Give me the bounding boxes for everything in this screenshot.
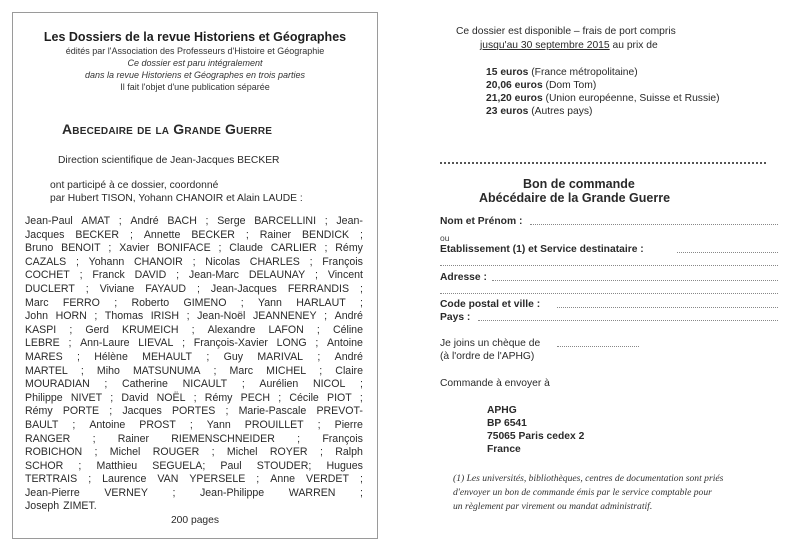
contributors-list — [25, 215, 363, 514]
country-field-label: Pays : — [440, 312, 471, 323]
contributor-line: RANGER ; Rainer RIEMENSCHNEIDER ; François — [25, 432, 363, 445]
price-zone: (France métropolitaine) — [528, 67, 638, 78]
price-item — [486, 93, 720, 104]
footnote-line: d'envoyer un bon de commande émis par le service comptable pour — [453, 487, 712, 498]
footnote-line: un règlement par virement ou mandat administratif. — [453, 501, 653, 512]
contributor-line: KASPI ; Gerd KRUMEICH ; Alexandre LAFON ; Céline — [25, 323, 363, 336]
name-field-label: Nom et Prénom : — [440, 216, 523, 227]
cut-line-divider — [440, 162, 766, 164]
price-item — [486, 106, 592, 117]
availability-line-1: Ce dossier est disponible – frais de port compris — [456, 26, 676, 37]
contributor-line: John HORN ; Thomas IRISH ; Jean-Noël JEANNENEY ; André — [25, 310, 363, 323]
contributor-line: TERTRAIS ; Laurence VAN YPERSELE ; Anne VERDET ; — [25, 473, 363, 486]
note-line-1: Ce dossier est paru intégralement — [127, 58, 263, 68]
contributor-line: ROBICHON ; Michel ROUGER ; Michel ROYER ; Ralph — [25, 446, 363, 459]
address-line: BP 6541 — [487, 418, 527, 429]
contributor-line: BAULT ; Antoine PROST ; Yann PROUILLET ; Pierre — [25, 418, 363, 431]
contributor-line: Bruno BENOIT ; Xavier BONIFACE ; Claude CARLIER ; Rémy — [25, 242, 363, 255]
note-line-2: dans la revue Historiens et Géographes en trois parties — [84, 70, 306, 80]
contributors-intro-2: par Hubert TISON, Yohann CHANOIR et Alain LAUDE : — [50, 193, 303, 204]
contributor-line: Jacques BECKER ; Annette BECKER ; Rainer BENDICK ; — [25, 228, 363, 241]
institution-field-extra-line[interactable] — [440, 265, 778, 266]
institution-field-label: Etablissement (1) et Service destinataire : — [440, 244, 644, 255]
address-field-extra-line[interactable] — [440, 293, 778, 294]
institution-field[interactable] — [677, 252, 778, 253]
order-form-subtitle: Abécédaire de la Grande Guerre — [479, 191, 671, 205]
contributor-line: DUCLERT ; Viviane FAYAUD ; Jean-Jacques FERRANDIS ; — [25, 282, 363, 295]
address-line: 75065 Paris cedex 2 — [487, 431, 585, 442]
availability-date: jusqu'au 30 septembre 2015 — [480, 40, 610, 51]
price-item — [486, 67, 638, 78]
contributor-line: Marc FERRO ; Roberto GIMENO ; Yann HARLAUT ; — [25, 296, 363, 309]
note-line-3: Il fait l'objet d'une publication séparée — [120, 82, 270, 92]
order-form-title: Bon de commande — [523, 177, 635, 191]
price-zone: (Autres pays) — [528, 106, 593, 117]
document-title: Abecedaire de la Grande Guerre — [62, 121, 273, 137]
contributor-line: COCHET ; Franck DAVID ; Jean-Marc DELAUNAY ; Vincent — [25, 269, 363, 282]
contributor-line: Jean-Pierre VERNEY ; Jean-Philippe WARREN ; — [25, 486, 363, 499]
cheque-amount-field[interactable] — [557, 346, 639, 347]
or-label: ou — [440, 233, 450, 243]
contributor-line: SCHOR ; Matthieu SEGUELA; Paul STOUDER; Hugues — [25, 459, 363, 472]
contributor-line: Rémy PORTE ; Jacques PORTES ; Marie-Pascale PREVOT- — [25, 405, 363, 418]
address-line: APHG — [487, 405, 517, 416]
contributor-line: MARTEL ; Miho MATSUNUMA ; Marc MICHEL ; Claire — [25, 364, 363, 377]
address-field-label: Adresse : — [440, 272, 487, 283]
price-item — [486, 80, 596, 91]
contributor-line: CAZALS ; Yohann CHANOIR ; Nicolas CHARLES ; François — [25, 255, 363, 268]
address-field[interactable] — [492, 280, 778, 281]
contributor-line: Joseph ZIMET. — [25, 500, 97, 513]
contributor-line: Jean-Paul AMAT ; André BACH ; Serge BARCELLINI ; Jean- — [25, 215, 363, 227]
page-count: 200 pages — [170, 515, 220, 526]
direction-line: Direction scientifique de Jean-Jacques BECKER — [58, 155, 280, 166]
series-header: Les Dossiers de la revue Historiens et Géographes — [43, 30, 347, 44]
publisher-line: édités par l'Association des Professeurs d'Histoire et Géographie — [65, 46, 325, 56]
postal-field-label: Code postal et ville : — [440, 299, 541, 310]
price-amount: 21,20 euros — [486, 93, 543, 104]
cheque-payee: (à l'ordre de l'APHG) — [440, 351, 535, 362]
price-amount: 20,06 euros — [486, 80, 543, 91]
cheque-line: Je joins un chèque de — [440, 338, 541, 349]
price-amount: 15 euros — [486, 67, 529, 78]
postal-city-field[interactable] — [557, 307, 778, 308]
contributors-intro-1: ont participé à ce dossier, coordonné — [50, 180, 219, 191]
contributor-line: Philippe NIVET ; David NOËL ; Rémy PECH ; Cécile PIOT ; — [25, 391, 363, 404]
price-amount: 23 euros — [486, 106, 529, 117]
price-zone: (Dom Tom) — [542, 80, 597, 91]
availability-price-intro: au prix de — [609, 40, 658, 51]
price-zone: (Union européenne, Suisse et Russie) — [542, 93, 720, 104]
send-to-label: Commande à envoyer à — [440, 378, 550, 389]
name-field[interactable] — [530, 224, 778, 225]
contributor-line: LEBRE ; Ann-Laure LIEVAL ; François-Xavier LONG ; Antoine — [25, 337, 363, 350]
country-field[interactable] — [478, 320, 778, 321]
contributor-line: MARES ; Hélène MEHAULT ; Guy MARIVAL ; André — [25, 350, 363, 363]
availability-line-2 — [480, 40, 658, 51]
contributor-line: MOURADIAN ; Catherine NICAULT ; Aurélien NICOL ; — [25, 378, 363, 391]
address-line: France — [487, 444, 521, 455]
footnote-line: (1) Les universités, bibliothèques, centres de documentation sont priés — [453, 473, 724, 484]
